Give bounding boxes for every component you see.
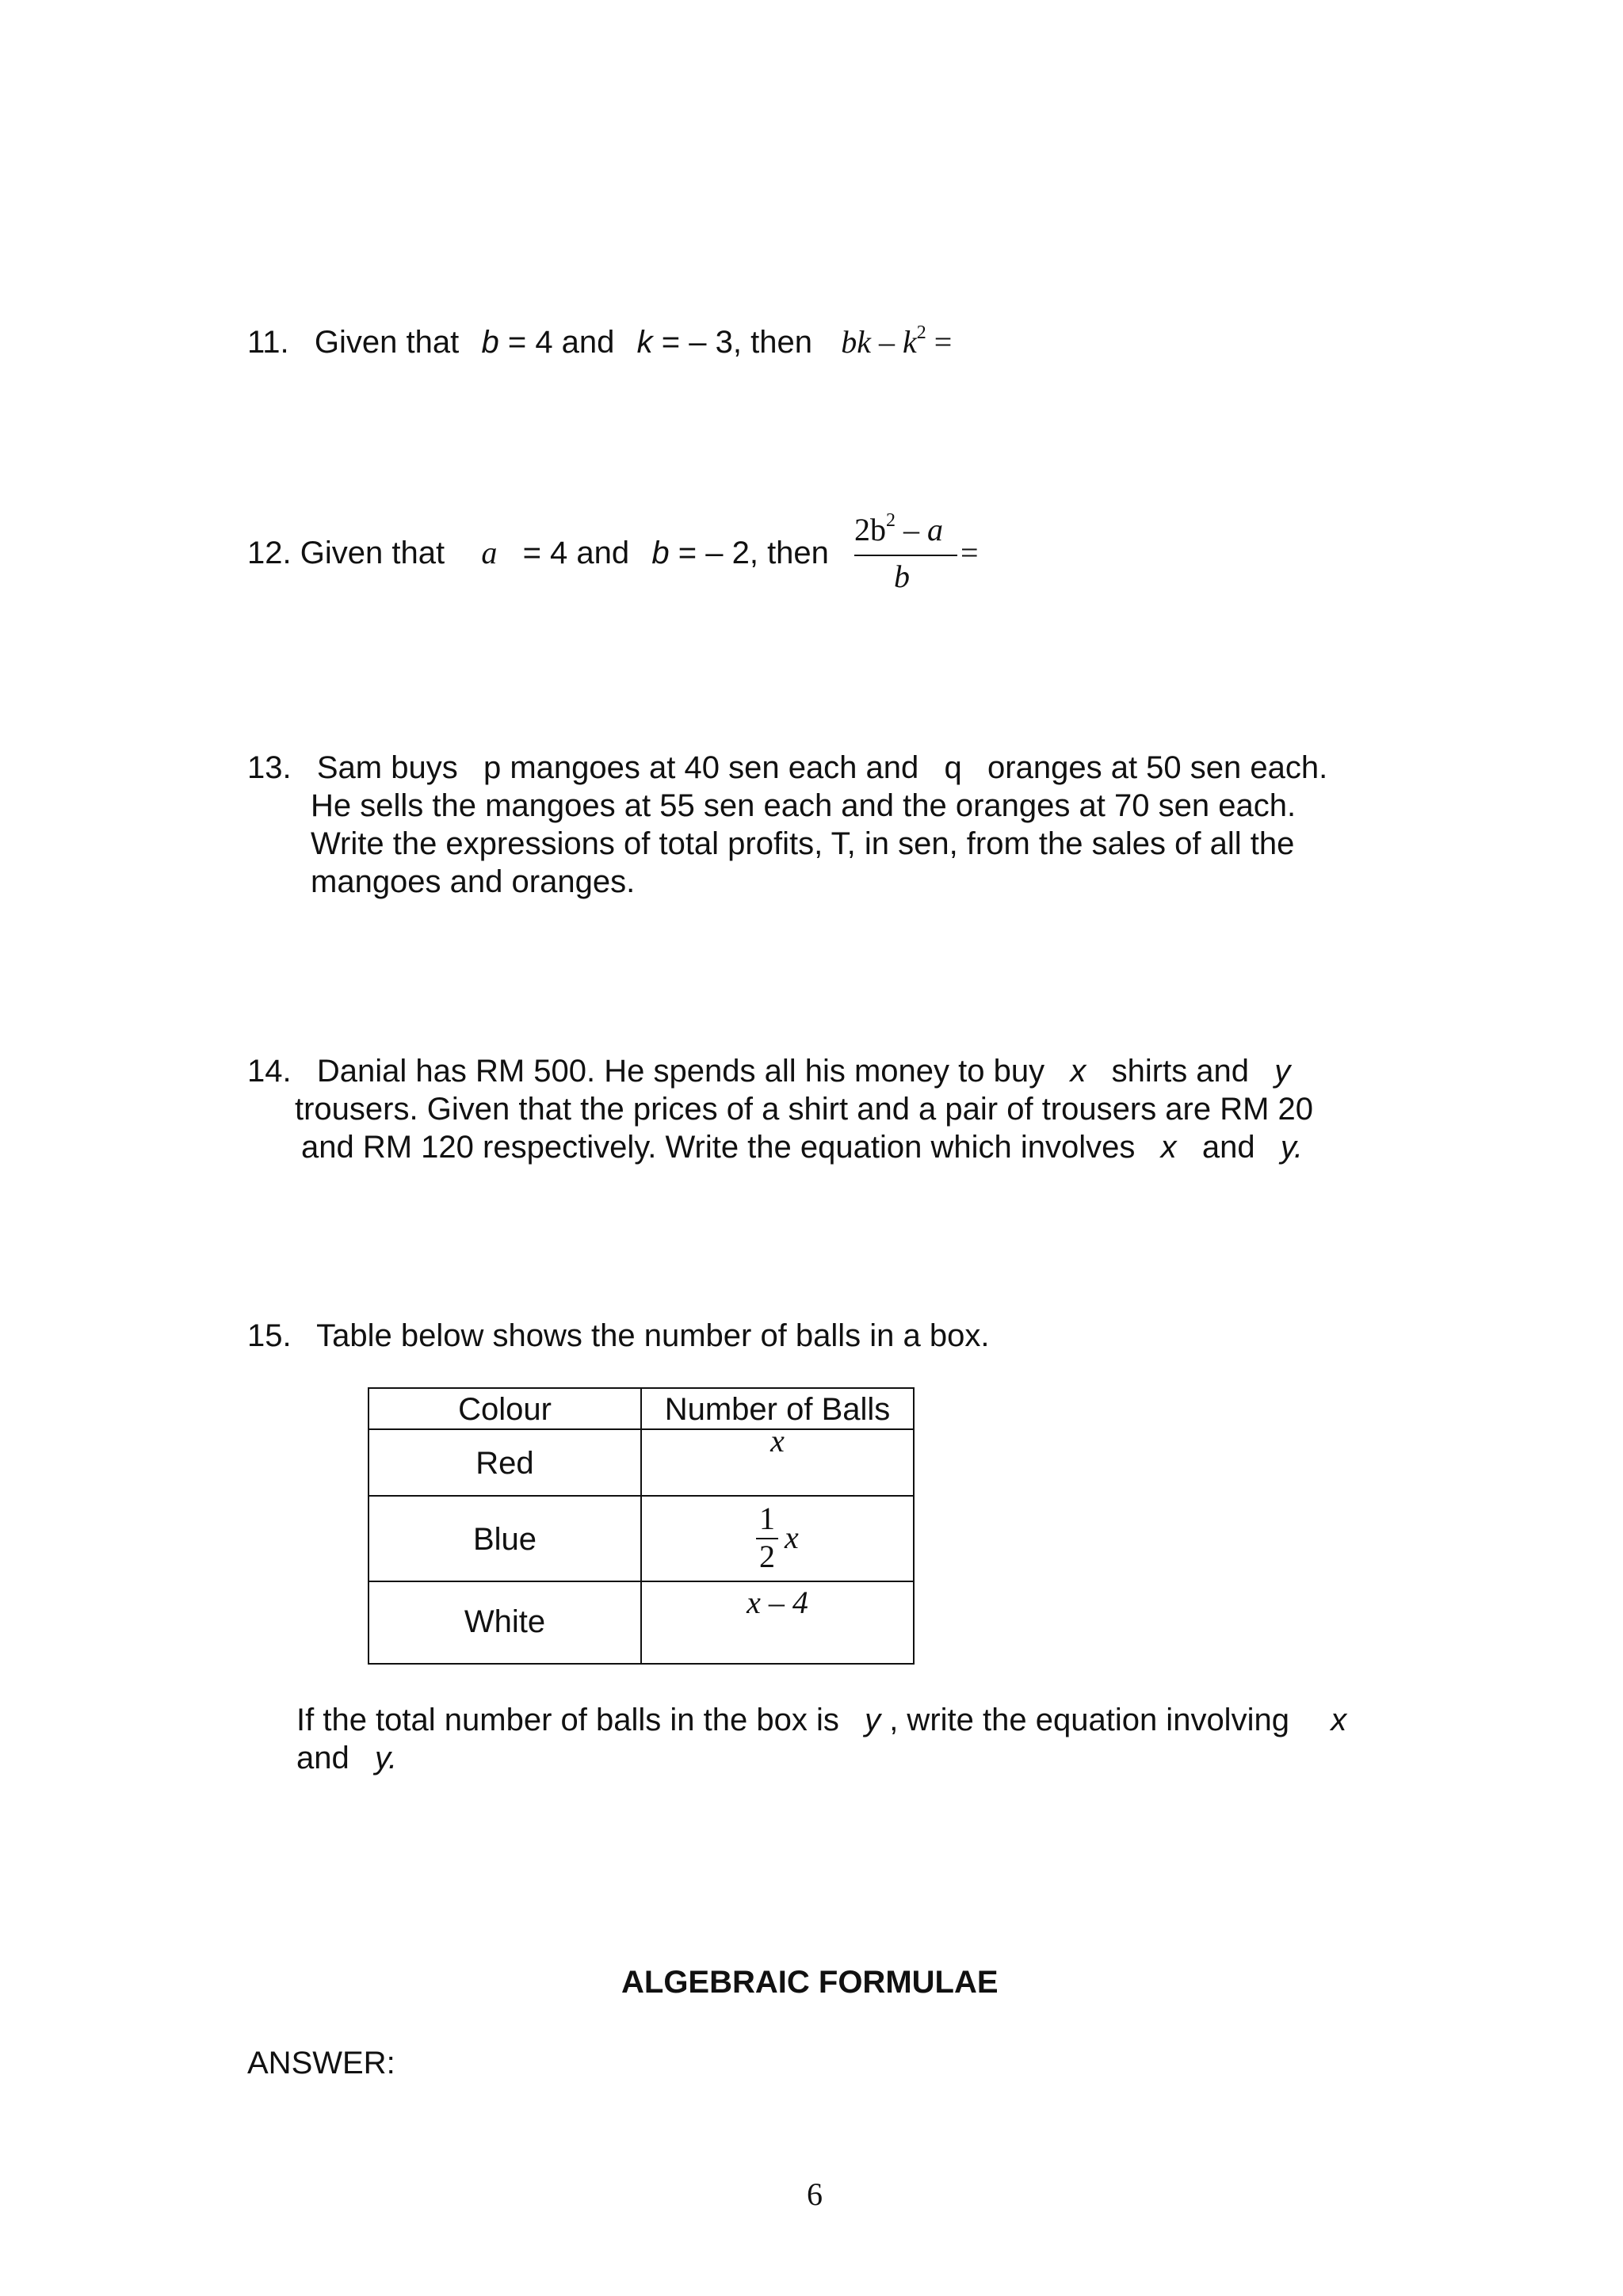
question-13-line-3: Write the expressions of total profits, T, in sen, from the sales of all the — [311, 826, 1295, 861]
table-cell-white-value: x – 4 — [747, 1585, 808, 1620]
q12-text-1: Given that — [300, 536, 445, 570]
table-header-number: Number of Balls — [664, 1392, 891, 1427]
q13-var-q: q — [944, 750, 962, 785]
q12-var-a: a — [481, 535, 498, 570]
q11-var-k: k — [636, 325, 653, 360]
question-13-line-2: He sells the mangoes at 55 sen each and the oranges at 70 sen each. — [311, 788, 1296, 823]
q12-numerator-exponent: 2 — [886, 510, 896, 531]
q12-numerator-main: 2b — [854, 512, 886, 547]
q11-expr-main: bk – k — [841, 324, 917, 360]
q12-equals: = — [960, 535, 979, 570]
q15-number: 15. — [247, 1318, 292, 1353]
balls-table — [368, 1387, 915, 1665]
q12-number: 12. — [247, 536, 292, 570]
q15-intro-text: Table below shows the number of balls in a box. — [316, 1318, 990, 1353]
q15-var-y: y — [865, 1703, 881, 1737]
question-15-intro — [247, 1317, 990, 1355]
q13-line-1b: mangoes at 40 sen each and — [510, 750, 919, 785]
q14-var-y-2: y. — [1280, 1130, 1304, 1165]
page-number: 6 — [807, 2176, 823, 2212]
q14-var-x: x — [1070, 1054, 1086, 1089]
q12-numerator-tail: – a — [903, 512, 943, 547]
q13-line-1c: oranges at 50 sen each. — [987, 750, 1328, 785]
q15-line-1a: If the total number of balls in the box is — [296, 1703, 839, 1737]
table-row-divider-2 — [369, 1495, 913, 1497]
question-12 — [247, 534, 829, 572]
q11-var-b: b — [481, 325, 499, 360]
q14-line-3a: and RM 120 respectively. Write the equation which involves — [301, 1130, 1136, 1165]
q12-text-2: = 4 and — [522, 536, 630, 570]
q12-var-b: b — [651, 536, 670, 570]
q11-number: 11. — [247, 325, 289, 360]
q11-expression — [841, 324, 952, 360]
table-cell-blue-value — [754, 1500, 818, 1576]
question-13-line-4: mangoes and oranges. — [311, 864, 636, 899]
question-13-line-1 — [247, 749, 1327, 787]
q11-expr-equals: = — [934, 324, 953, 360]
table-header-colour: Colour — [458, 1392, 552, 1427]
q13-var-p: p — [483, 750, 502, 785]
q11-expr-exponent: 2 — [916, 322, 926, 343]
q15-line-2a: and — [296, 1741, 349, 1775]
q13-number: 13. — [247, 750, 292, 785]
q14-var-x-2: x — [1160, 1130, 1177, 1165]
section-title: ALGEBRAIC FORMULAE — [621, 1965, 999, 2000]
q15-var-x: x — [1331, 1703, 1347, 1737]
table-cell-white: White — [464, 1604, 546, 1639]
table-cell-red-value: x — [770, 1423, 785, 1459]
q11-text-3: = – 3, then — [661, 325, 812, 360]
q13-line-1a: Sam buys — [316, 750, 458, 785]
table-row-divider-3 — [369, 1581, 913, 1582]
question-14-line-1 — [247, 1052, 1290, 1090]
question-11 — [247, 314, 952, 361]
q14-number: 14. — [247, 1054, 292, 1089]
q12-fraction — [851, 510, 962, 597]
question-15-line-2 — [296, 1739, 397, 1777]
q12-denominator: b — [894, 559, 910, 594]
q12-fraction-bar — [854, 555, 957, 556]
table-cell-red: Red — [475, 1446, 534, 1481]
table-cell-blue: Blue — [472, 1522, 537, 1557]
blue-fraction-numerator: 1 — [759, 1501, 775, 1536]
q14-var-y: y — [1274, 1054, 1291, 1089]
question-15-line-1 — [296, 1701, 1346, 1739]
question-14-line-2: trousers. Given that the prices of a shirt and a pair of trousers are RM 20 — [295, 1092, 1314, 1127]
q14-line-3b: and — [1201, 1130, 1255, 1165]
answer-label: ANSWER: — [247, 2046, 395, 2081]
q15-var-y-2: y. — [375, 1741, 398, 1775]
question-14-line-3 — [301, 1128, 1303, 1166]
q14-line-1a: Danial has RM 500. He spends all his money to buy — [316, 1054, 1045, 1089]
q11-text-1: Given that — [314, 325, 460, 360]
q15-line-1b: , write the equation involving — [889, 1703, 1289, 1737]
q14-line-1b: shirts and — [1111, 1054, 1250, 1089]
blue-fraction-denominator: 2 — [759, 1539, 775, 1574]
q12-text-3: = – 2, then — [678, 536, 829, 570]
blue-fraction-variable: x — [785, 1520, 799, 1555]
q11-text-2: = 4 and — [507, 325, 615, 360]
